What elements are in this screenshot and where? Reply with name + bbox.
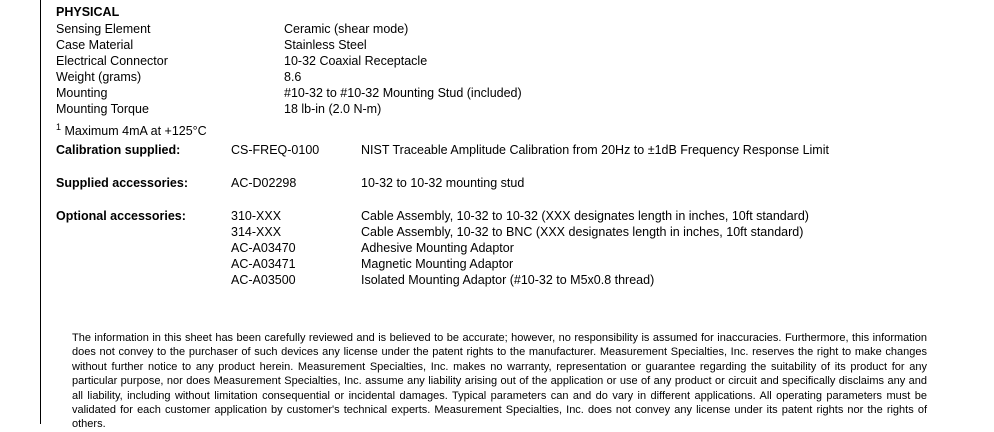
footnote-marker: 1: [56, 122, 62, 132]
spec-value: 18 lb-in (2.0 N-m): [284, 102, 382, 116]
spec-label: Case Material: [56, 38, 134, 52]
part-description: Adhesive Mounting Adaptor: [361, 241, 514, 255]
order-row: [56, 256, 936, 272]
part-description: Isolated Mounting Adaptor (#10-32 to M5x0.8 thread): [361, 273, 655, 287]
part-code: 310-XXX: [231, 209, 282, 223]
part-description: NIST Traceable Amplitude Calibration from 20Hz to ±1dB Frequency Response Limit: [361, 143, 829, 157]
spec-label: Weight (grams): [56, 70, 142, 84]
physical-footnote: [56, 119, 916, 139]
part-code: AC-A03500: [231, 273, 296, 287]
spec-label: Electrical Connector: [56, 54, 168, 68]
order-row: [56, 240, 936, 256]
part-description: Cable Assembly, 10-32 to BNC (XXX designates length in inches, 10ft standard): [361, 225, 804, 239]
spec-row: [56, 21, 916, 37]
order-row: [56, 142, 936, 158]
spec-value: 10-32 Coaxial Receptacle: [284, 54, 428, 68]
part-code: AC-D02298: [231, 176, 297, 190]
part-code: CS-FREQ-0100: [231, 143, 320, 157]
physical-specifications-section: [56, 4, 916, 139]
order-row: [56, 224, 936, 240]
order-row: [56, 208, 936, 224]
spec-row: [56, 85, 916, 101]
part-description: Magnetic Mounting Adaptor: [361, 257, 514, 271]
part-code: AC-A03470: [231, 241, 296, 255]
spec-row: [56, 69, 916, 85]
optional-title: Optional accessories:: [56, 209, 186, 223]
spec-row: [56, 101, 916, 117]
footnote-text: Maximum 4mA at +125°C: [61, 124, 207, 139]
spec-row: [56, 53, 916, 69]
supplied-accessories-section: [56, 175, 936, 191]
spec-value: 8.6: [284, 70, 302, 84]
supplied-title: Supplied accessories:: [56, 176, 189, 190]
spec-label: Mounting Torque: [56, 102, 149, 116]
spec-value: #10-32 to #10-32 Mounting Stud (included): [284, 86, 522, 100]
order-row: [56, 175, 936, 191]
calibration-title: Calibration supplied:: [56, 143, 181, 157]
part-description: Cable Assembly, 10-32 to 10-32 (XXX designates length in inches, 10ft standard): [361, 209, 809, 223]
part-description: 10-32 to 10-32 mounting stud: [361, 176, 525, 190]
physical-heading: PHYSICAL: [56, 5, 120, 19]
optional-accessories-section: [56, 208, 936, 288]
disclaimer-text: The information in this sheet has been carefully reviewed and is believed to be accurate; however, no responsibility is assumed for inaccuracies. Furthermore, this information does not convey to the purchaser of such devices any license under the patent rights to the manufacturer. Measurement Specialties, Inc. reserves the right to make changes without further notice to any product herein. Measurement Specialties, Inc. makes no warranty, representation or guarantee regarding the suitability of its product for any particular purpose, nor does Measurement Specialties, Inc. assume any liability arising out of the application or use of any product or circuit and specifically disclaims any and all liability, including without limitation consequential or incidental damages. Typical parameters can and do vary in different applications. All operating parameters must be validated for each customer application by customer's technical experts. Measurement Specialties, Inc. does not convey any license under its patent rights nor the rights of others.: [72, 332, 927, 431]
left-margin-rule: [40, 0, 41, 424]
spec-row: [56, 37, 916, 53]
spec-label: Mounting: [56, 86, 108, 100]
spec-label: Sensing Element: [56, 22, 151, 36]
calibration-supplied-section: [56, 142, 936, 158]
part-code: 314-XXX: [231, 225, 282, 239]
order-row: [56, 272, 936, 288]
part-code: AC-A03471: [231, 257, 296, 271]
spec-value: Stainless Steel: [284, 38, 367, 52]
spec-value: Ceramic (shear mode): [284, 22, 409, 36]
